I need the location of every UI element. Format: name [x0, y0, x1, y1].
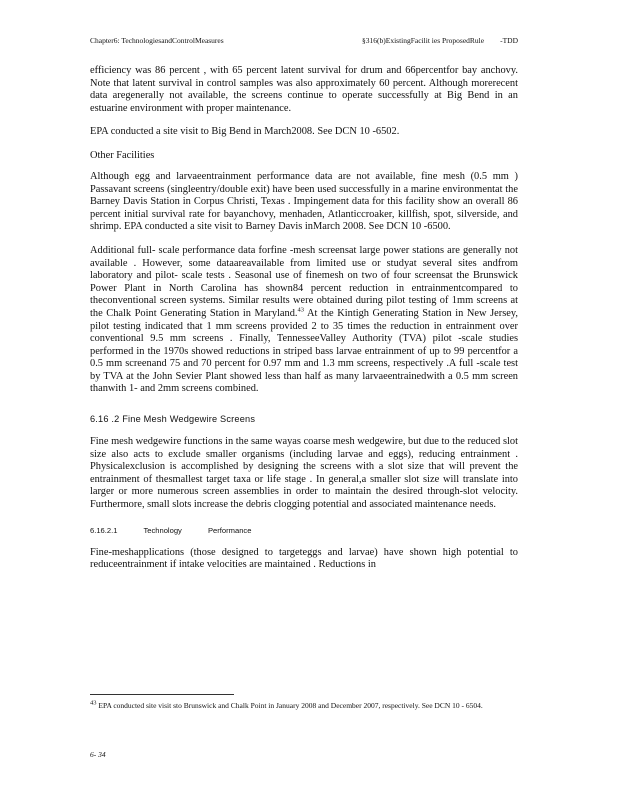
page-number: 6- 34 [90, 750, 106, 759]
header-doc-type: -TDD [500, 36, 518, 45]
section-heading: 6.16 .2 Fine Mesh Wedgewire Screens [90, 414, 256, 425]
paragraph-big-bend-efficiency: efficiency was 86 percent , with 65 percent latent survival for drum and 66percentfor bay anchovy. Note that latent survival in control samples was also approximately 60 percent. Although morerecent data aregenerally not available, the screens continue to operate successfully at Big Bend in an estuarine environment with proper maintenance. [90, 65, 518, 114]
footnote [90, 700, 518, 711]
subsection-number: 6.16.2.1 [90, 525, 118, 535]
paragraph-text-part2: At the Kintigh Generating Station in New Jersey, pilot testing indicated that 1 mm screens provided 2 to 35 times the reduction in entrainment over conventional 9.5 mm screens . Finally, TennesseeValley Authority (TVA) pilot -scale studies performed in the 1970s showed reductions in striped bass larvae entrainment of up to 99 percentfor a 0.5 mm screenand 75 and 70 percent for 0.97 mm and 1.3 mm screens, respectively .A full -scale test by TVA at the John Sevier Plant showed less than half as many larvaeentrainedwith a 0.5 mm screen thanwith 1- and 2mm screens combined. [90, 307, 518, 395]
footnote-divider [90, 694, 234, 695]
paragraph-text-part1: Additional full- scale performance data forfine -mesh screensat large power stations are generally not available . However, some dataareavailable from limited use or studyat several sites andfrom laboratory and pilot- scale tests . Seasonal use of finemesh on two of four screensat the Brunswick Power Plant in North Carolina has shown84 percent reduction in entrainmentcompared to theconventional screen systems. Similar results were obtained during pilot testing of 1mm screens at the Chalk Point Generating Station in Maryland. [90, 244, 518, 319]
footnote-reference: 43 [297, 306, 305, 314]
paragraph-additional-performance [90, 245, 518, 396]
paragraph-wedgewire-function: Fine mesh wedgewire functions in the same wayas coarse mesh wedgewire, but due to the reduced slot size also acts to exclude smaller organisms (including larvae and eggs), reducing entrainment . Physicalexclusion is accomplished by designing the screens with a slot size that will prevent the entrainment of thesmallest target taxa or life stage . In general,a smaller slot size will translate into larger or more numerous screen assemblies in order to maintain the desired through-slot velocity. Furthermore, small slots increase the debris clogging potential and associated maintenance needs. [90, 436, 518, 511]
paragraph-big-bend-site-visit: EPA conducted a site visit to Big Bend in March2008. See DCN 10 -6502. [90, 126, 400, 138]
footnote-text: EPA conducted site visit sto Brunswick and Chalk Point in January 2008 and December 2007, respectively. See DCN 10 - 6504. [96, 701, 483, 710]
header-right-group [362, 36, 518, 45]
footnote-number: 43 [90, 699, 97, 707]
running-header [90, 36, 518, 45]
paragraph-barney-davis: Although egg and larvaeentrainment performance data are not available, fine mesh (0.5 mm ) Passavant screens (singleentry/double exit) have been used successfully in a marine environmentat the Barney Davis Station in Corpus Christi, Texas . Impingement data for this facility show an overall 86 percent initial survival rate for bayanchovy, menhaden, Atlanticcroaker, killfish, spot, silverside, and shrimp. EPA conducted a site visit to Barney Davis inMarch 2008. See DCN 10 -6500. [90, 170, 518, 233]
subsection-heading [90, 526, 518, 535]
subsection-word-performance: Performance [207, 525, 252, 535]
header-rule-title: §316(b)ExistingFacilit ies ProposedRule [362, 36, 485, 45]
page-content [90, 36, 518, 583]
subsection-word-technology: Technology [143, 525, 182, 535]
other-facilities-heading: Other Facilities [90, 149, 155, 161]
paragraph-fine-mesh-applications: Fine-meshapplications (those designed to targeteggs and larvae) have shown high potential to reduceentrainment if intake velocities are maintained . Reductions in [90, 546, 518, 571]
header-chapter: Chapter6: TechnologiesandControlMeasures [90, 36, 224, 45]
